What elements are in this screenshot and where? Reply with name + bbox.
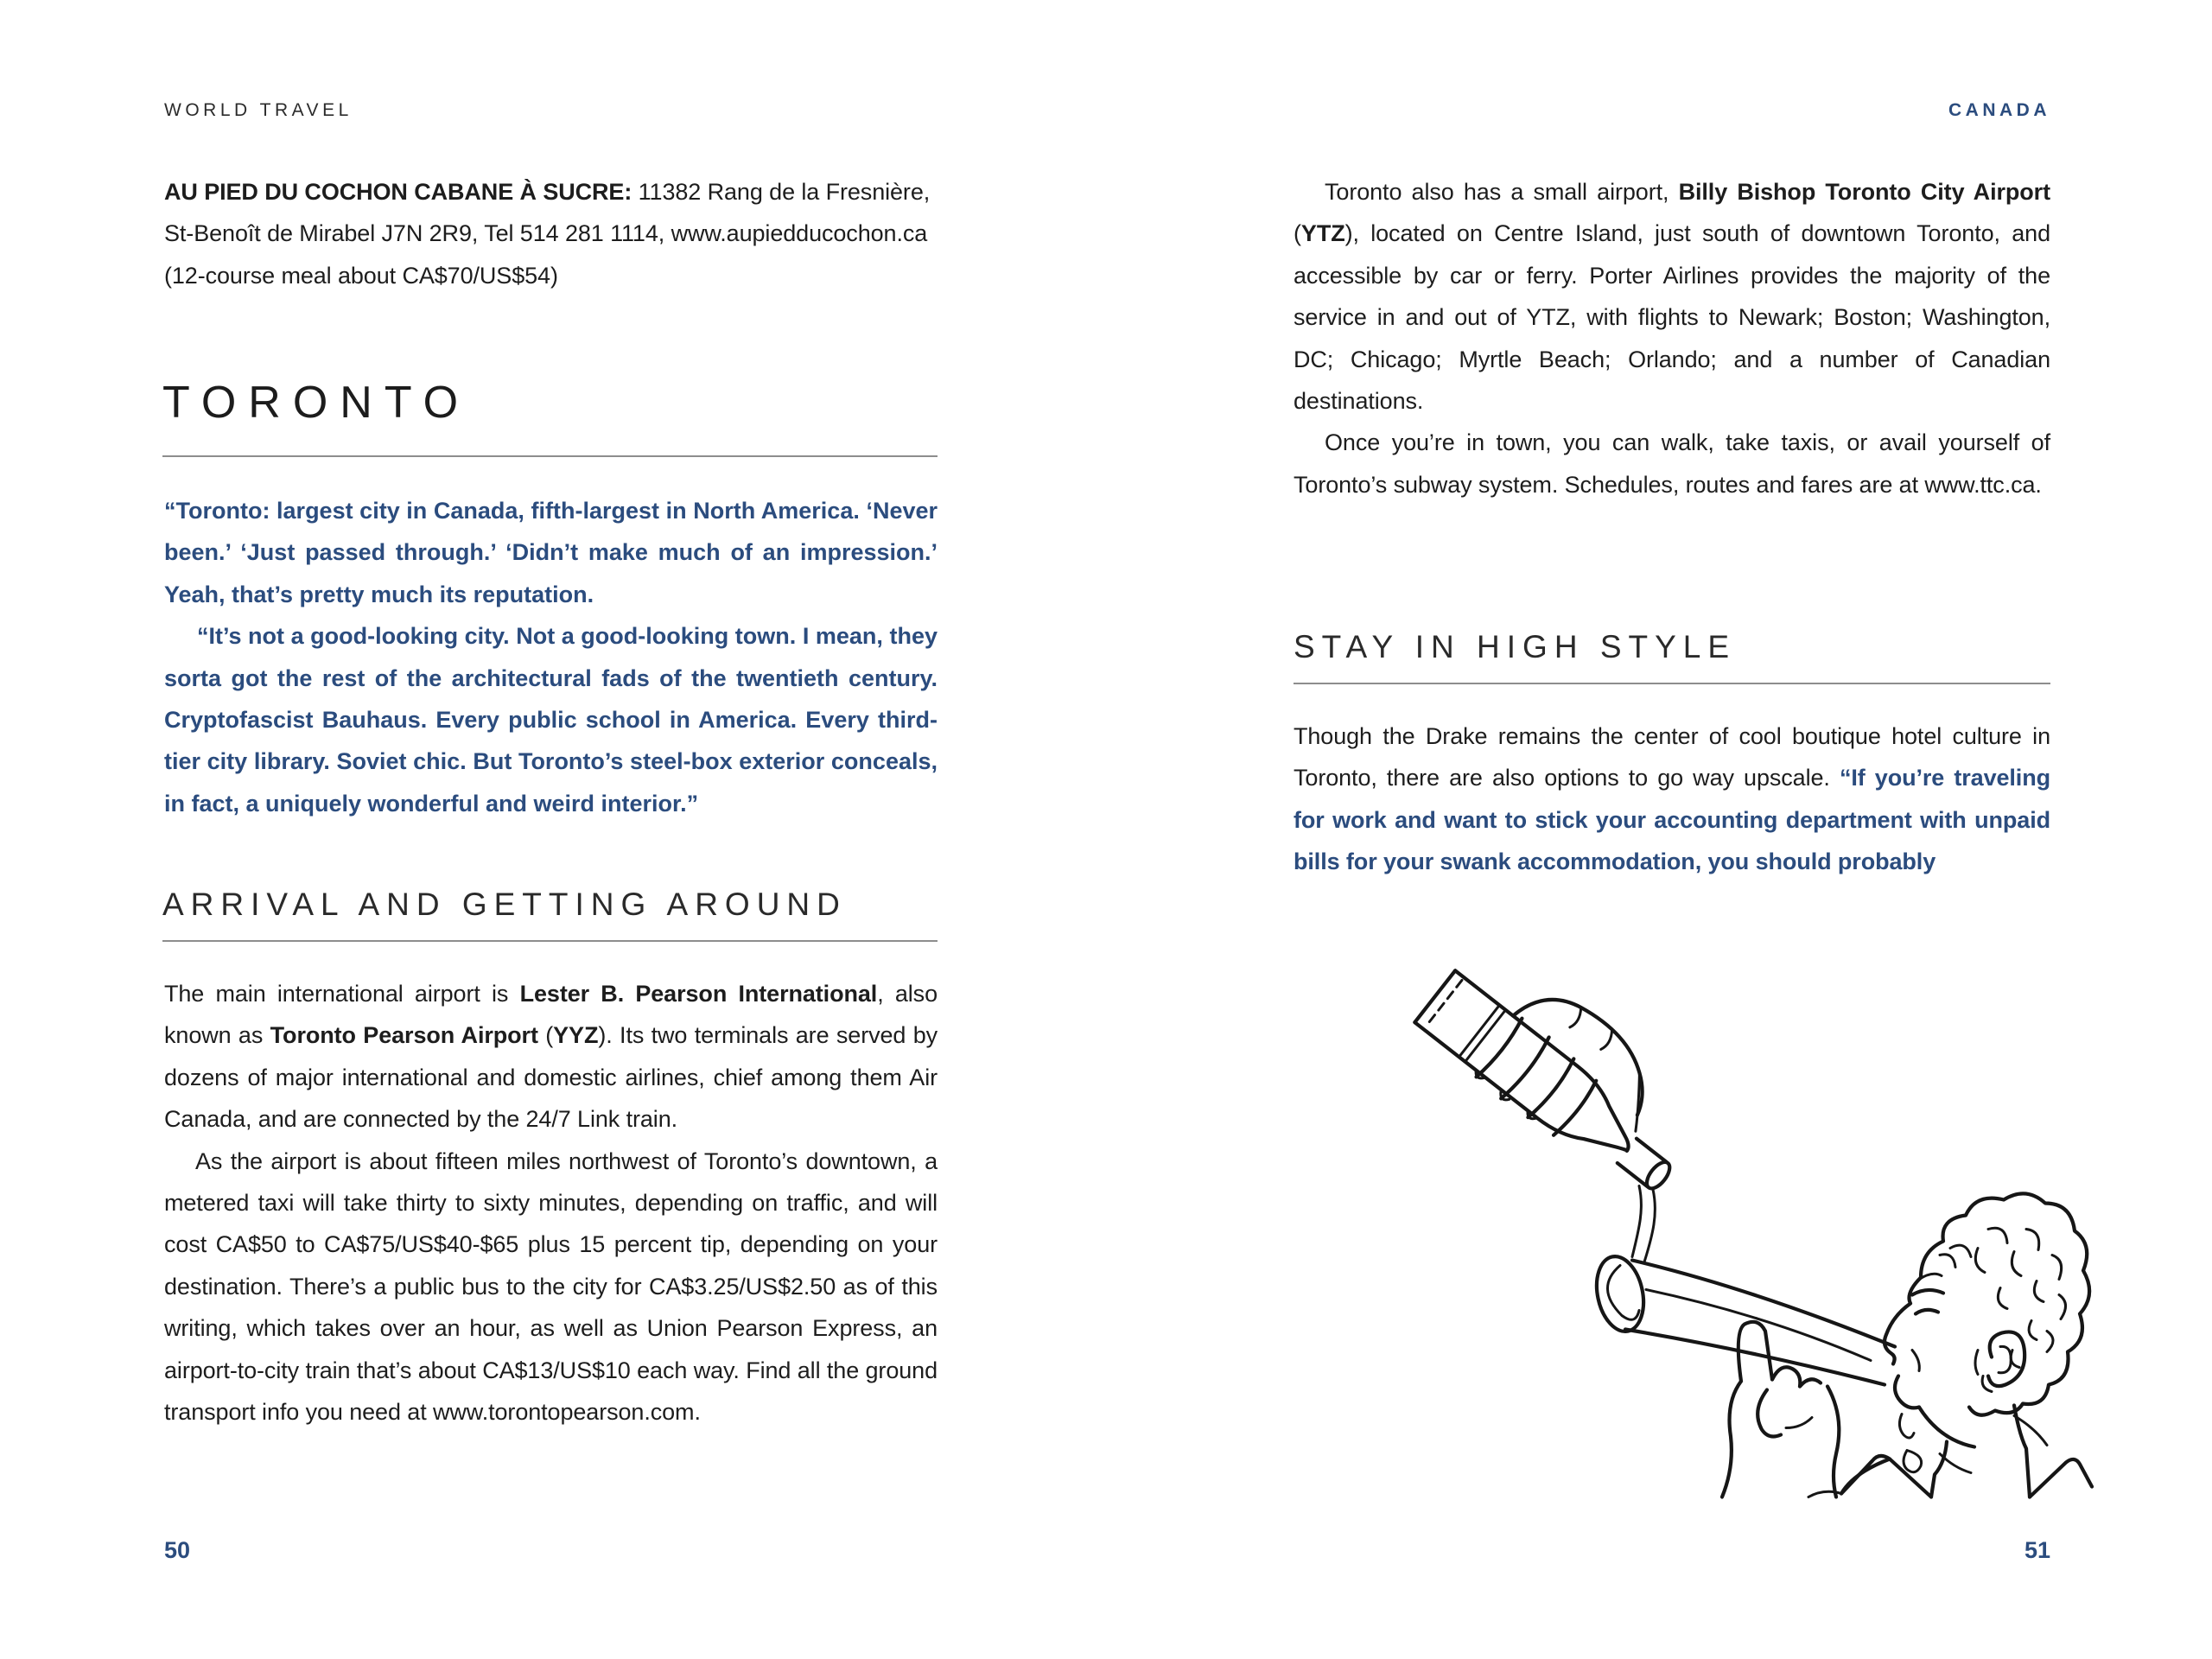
- text-segment-regular: (: [537, 1022, 554, 1049]
- text-segment-bold: YYZ: [553, 1022, 599, 1049]
- paragraph-in-town: Once you’re in town, you can walk, take taxis, or avail yourself of Toronto’s subway system. Schedules, routes and fares are at www.ttc.ca.: [1294, 429, 2050, 498]
- toronto-quote: [164, 490, 938, 824]
- pouring-bottle-into-funnel-drawing: [1335, 938, 2095, 1503]
- page-number-right: 51: [2024, 1537, 2050, 1563]
- heading-rule: [162, 455, 938, 457]
- heading-rule: [1294, 683, 2050, 684]
- text-segment-bold: Billy Bishop Toronto City Airport: [1678, 179, 2050, 205]
- text-segment-regular: Though the Drake remains the center of cool boutique hotel culture in Toronto, there are also options to go way upscale.: [1294, 723, 2050, 791]
- text-segment-regular: Toronto also has a small airport,: [1325, 179, 1679, 205]
- quote-paragraph-2: “It’s not a good-looking city. Not a good-looking town. I mean, they sorta got the rest of the architectural fads of the twentieth century. Cryptofascist Bauhaus. Every public school in America. Every third-tier city library. Soviet chic. But Toronto’s steel-box exterior conceals, in fact, a uniquely wonderful and weird interior.”: [164, 623, 938, 817]
- text-segment-regular: (: [1294, 220, 1301, 247]
- section-heading-toronto: TORONTO: [162, 378, 471, 428]
- text-segment-bold: Lester B. Pearson International: [519, 981, 878, 1007]
- subsection-heading-arrival: ARRIVAL AND GETTING AROUND: [162, 887, 847, 922]
- paragraph-taxi: As the airport is about fifteen miles northwest of Toronto’s downtown, a metered taxi will take thirty to sixty minutes, depending on traffic, and will cost CA$50 to CA$75/US$40-$65 plus 15 percent tip, depending on your destination. There’s a public bus to the city for CA$3.25/US$2.50 as of this writing, which takes over an hour, as well as Union Pearson Express, an airport-to-city train that’s about CA$13/US$10 each way. Find all the ground transport info you need at www.torontopearson.com.: [164, 1147, 938, 1426]
- text-segment-regular: 11382 Rang de la Fresnière, St-Benoît de Mirabel J7N 2R9, Tel 514 281 1114, www.aupiedducochon.ca (12-course meal about CA$70/US$54): [164, 179, 931, 289]
- quote-paragraph-1: “Toronto: largest city in Canada, fifth-largest in North America. ‘Never been.’ ‘Just passed through.’ ‘Didn’t make much of an impression.’ Yeah, that’s pretty much its reputation.: [164, 498, 938, 607]
- text-segment-regular: ). Its two terminals are served by dozens of major international and domestic airlines, chief among them Air Canada, and are connected by the 24/7 Link train.: [164, 1022, 938, 1133]
- text-segment-bold: YTZ: [1300, 220, 1345, 247]
- running-header-right: CANADA: [1948, 100, 2050, 120]
- paragraph-airport: [164, 973, 938, 1141]
- running-header-left: WORLD TRAVEL: [164, 100, 353, 120]
- text-segment-bold: Toronto Pearson Airport: [270, 1022, 538, 1049]
- paragraph-billy-bishop: [1294, 171, 2050, 422]
- page-number-left: 50: [164, 1537, 191, 1563]
- text-segment-bold: AU PIED DU COCHON CABANE À SUCRE:: [164, 179, 639, 205]
- airport-continued-body: [1294, 171, 2050, 505]
- restaurant-listing: [164, 171, 938, 296]
- drinking-illustration: [1335, 938, 2095, 1503]
- text-segment-regular: , also known as: [164, 981, 938, 1049]
- heading-rule: [162, 940, 938, 942]
- text-segment-blue-bold: “If you’re traveling for work and want to stick your accounting department with unpaid bills for your swank accommodation, you should probably: [1294, 765, 2050, 875]
- arrival-body: [164, 973, 938, 1433]
- text-segment-regular: ), located on Centre Island, just south of downtown Toronto, and accessible by car or ferry. Porter Airlines provides the majority of the service in and out of YTZ, with flights to Newark; Boston; Washington, DC; Chicago; Myrtle Beach; Orlando; and a number of Canadian destinations.: [1294, 220, 2050, 415]
- subsection-heading-stay: STAY IN HIGH STYLE: [1294, 629, 1737, 664]
- text-segment-regular: The main international airport is: [164, 981, 520, 1007]
- stay-body: [1294, 715, 2050, 883]
- paragraph-drake: [1294, 715, 2050, 883]
